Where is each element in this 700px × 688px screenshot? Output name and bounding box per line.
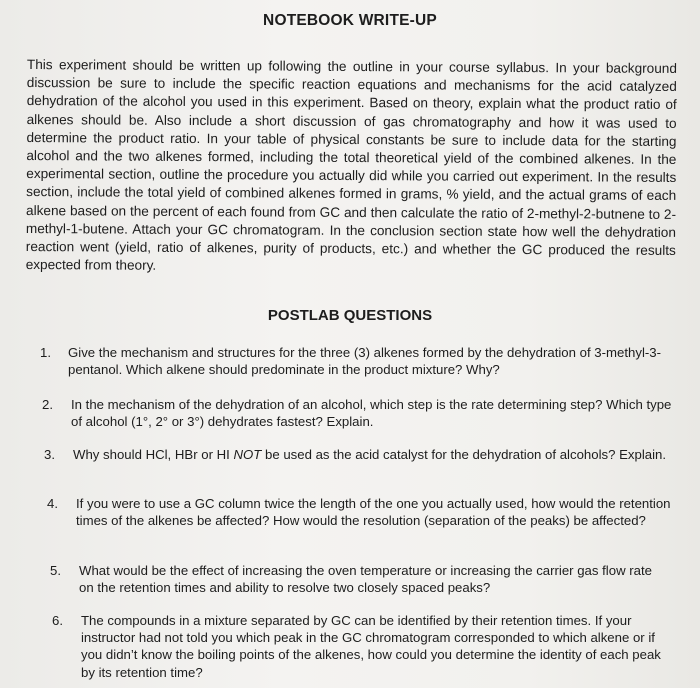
question-text-part: Why should HCl, HBr or HI <box>73 447 234 462</box>
section-title-postlab: POSTLAB QUESTIONS <box>267 307 433 324</box>
intro-paragraph: This experiment should be written up following the outline in your course syllabus. In your background discussion be sure to include the specific reaction equations and mechanisms for the acid catalyzed dehydration of the alcohol you used in this experiment. Based on theory, explain what the product ratio of alkenes should be. Also include a short discussion of gas chromatography and how it was used to determine the product ratio. In your table of physical constants be sure to include data for the starting alcohol and the two alkenes formed, including the total theoretical yield of the combined alkenes. In the experimental section, outline the procedure you actually did while you carried out experiment. In the results section, include the total yield of combined alkenes formed in grams, % yield, and the actual grams of each alkene based on the percent of each found from GC and then calculate the ratio of 2-methyl-2-butnene to 2-methyl-1-butene. Attach your GC chromatogram. In the conclusion section state how well the dehydration reaction went (yield, ratio of alkenes, purity of products, etc.) and whether the GC produced the results expected from theory. <box>25 56 677 274</box>
question-text: Give the mechanism and structures for the three (3) alkenes formed by the dehydration of 3-methyl-3-pentanol. Which alkene should predominate in the product mixture? Why? <box>68 345 661 378</box>
question-text <box>73 446 673 463</box>
question-text: What would be the effect of increasing the oven temperature or increasing the carrier gas flow rate on the retention times and ability to resolve two closely spaced peaks? <box>79 563 652 596</box>
question-text: The compounds in a mixture separated by GC can be identified by their retention times. If your instructor had not told you which peak in the GC chromatogram corresponded to which alkene or if you didn’t know the boiling points of the alkenes, how could you determine the identity of each peak by its retention time? <box>81 613 661 680</box>
question-text: In the mechanism of the dehydration of an alcohol, which step is the rate determining step? Which type of alcohol (1°, 2° or 3°) dehydrates fastest? Explain. <box>71 397 672 430</box>
question-number: 1. <box>40 345 51 360</box>
question-number: 3. <box>44 447 55 462</box>
question-number: 6. <box>52 613 63 628</box>
question-number: 5. <box>50 563 61 578</box>
question-number: 4. <box>47 496 58 511</box>
question-text: If you were to use a GC column twice the length of the one you actually used, how would the retention times of the alkenes be affected? How would the resolution (separation of the peaks) be affected? <box>76 496 671 529</box>
page-title: NOTEBOOK WRITE-UP <box>263 12 437 29</box>
question-number: 2. <box>42 397 53 412</box>
question-text-part: be used as the acid catalyst for the dehydration of alcohols? Explain. <box>261 447 667 462</box>
question-text-emphasis: NOT <box>233 447 262 462</box>
